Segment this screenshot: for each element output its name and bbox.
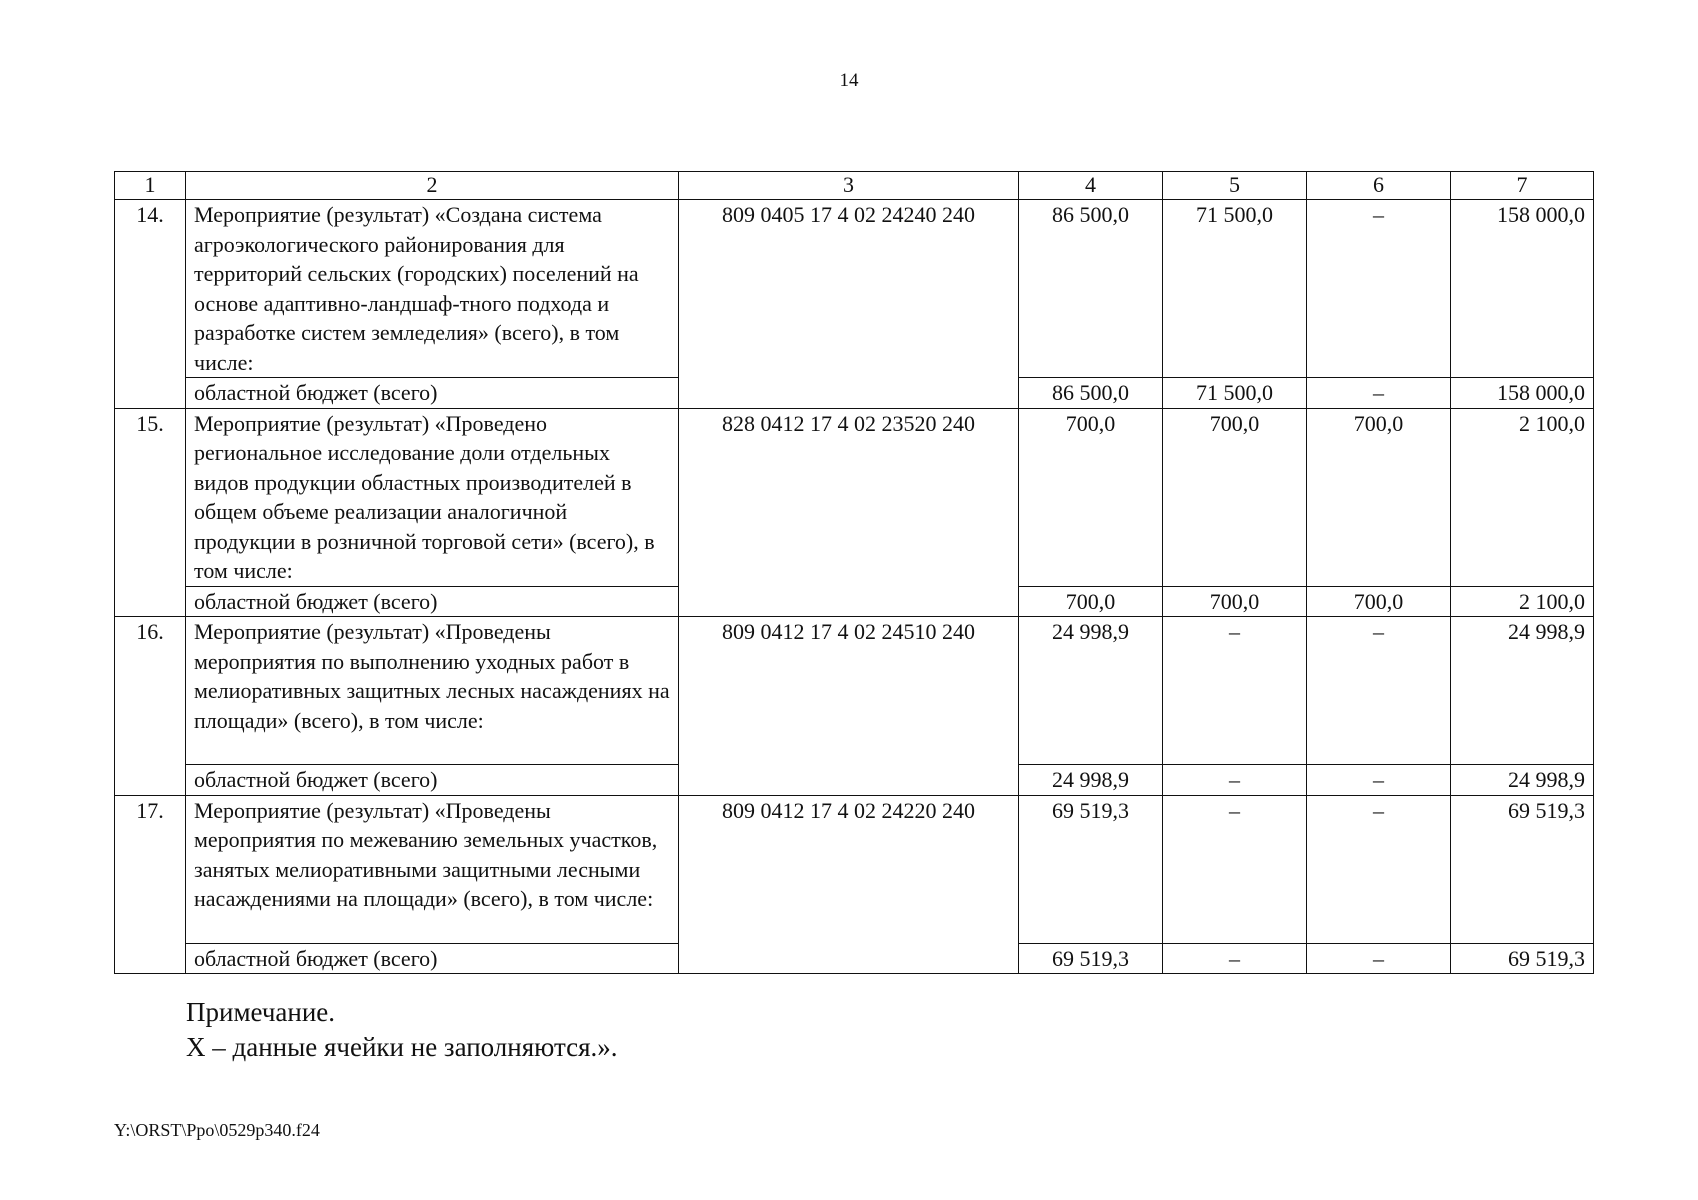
row-number: 14. — [115, 200, 186, 409]
row-description: Мероприятие (результат) «Проведено региональное исследование доли отдельных видов продукции областных производителей в общем объеме реализации аналогичной продукции в розничной торговой сети» (всего), в том числе: — [186, 408, 679, 586]
value-cell: 700,0 — [1019, 586, 1163, 617]
table-row — [115, 200, 1594, 378]
value-cell: 700,0 — [1163, 586, 1307, 617]
page-number: 14 — [839, 70, 859, 91]
value-cell: – — [1307, 765, 1451, 796]
row-description: Мероприятие (результат) «Проведены мероприятия по межеванию земельных участков, занятых мелиоративными защитными лесными насаждениями на площади» (всего), в том числе: — [186, 795, 679, 943]
note-title: Примечание. — [186, 997, 336, 1027]
value-cell: 24 998,9 — [1019, 617, 1163, 765]
value-cell: 69 519,3 — [1451, 943, 1594, 974]
value-cell: 71 500,0 — [1163, 200, 1307, 378]
value-cell: 24 998,9 — [1451, 765, 1594, 796]
row-number: 16. — [115, 617, 186, 796]
value-cell: – — [1163, 765, 1307, 796]
header-cell: 3 — [679, 172, 1019, 200]
value-cell: – — [1307, 617, 1451, 765]
note-block — [186, 995, 618, 1065]
value-cell: – — [1307, 200, 1451, 378]
value-cell: – — [1307, 943, 1451, 974]
value-cell: 2 100,0 — [1451, 586, 1594, 617]
header-cell: 4 — [1019, 172, 1163, 200]
value-cell: 69 519,3 — [1019, 795, 1163, 943]
value-cell: 69 519,3 — [1019, 943, 1163, 974]
value-cell: 700,0 — [1307, 408, 1451, 586]
value-cell: 158 000,0 — [1451, 378, 1594, 409]
header-cell: 6 — [1307, 172, 1451, 200]
value-cell: 71 500,0 — [1163, 378, 1307, 409]
header-cell: 7 — [1451, 172, 1594, 200]
budget-code: 809 0405 17 4 02 24240 240 — [679, 200, 1019, 409]
table-row — [115, 617, 1594, 765]
note-text: Х – данные ячейки не заполняются.». — [186, 1032, 618, 1062]
value-cell: 24 998,9 — [1019, 765, 1163, 796]
header-cell: 5 — [1163, 172, 1307, 200]
budget-code: 809 0412 17 4 02 24510 240 — [679, 617, 1019, 796]
value-cell: 700,0 — [1019, 408, 1163, 586]
value-cell: 158 000,0 — [1451, 200, 1594, 378]
row-description: Мероприятие (результат) «Проведены мероприятия по выполнению уходных работ в мелиоративных защитных лесных насаждениях на площади» (всего), в том числе: — [186, 617, 679, 765]
value-cell: 700,0 — [1163, 408, 1307, 586]
budget-code: 809 0412 17 4 02 24220 240 — [679, 795, 1019, 974]
header-cell: 1 — [115, 172, 186, 200]
value-cell: 86 500,0 — [1019, 200, 1163, 378]
subrow-label: областной бюджет (всего) — [186, 378, 679, 409]
row-number: 15. — [115, 408, 186, 617]
value-cell: 700,0 — [1307, 586, 1451, 617]
value-cell: 2 100,0 — [1451, 408, 1594, 586]
value-cell: 69 519,3 — [1451, 795, 1594, 943]
row-description: Мероприятие (результат) «Создана система агроэкологического районирования для территорий сельских (городских) поселений на основе адаптивно-ландшаф-тного подхода и разработке систем земледелия» (всего), в том числе: — [186, 200, 679, 378]
subrow-label: областной бюджет (всего) — [186, 943, 679, 974]
subrow-label: областной бюджет (всего) — [186, 765, 679, 796]
table-row — [115, 408, 1594, 586]
subrow-label: областной бюджет (всего) — [186, 586, 679, 617]
budget-table — [114, 171, 1594, 974]
value-cell: 86 500,0 — [1019, 378, 1163, 409]
footer-file-path: Y:\ORST\Ppo\0529p340.f24 — [114, 1120, 320, 1140]
value-cell: – — [1307, 378, 1451, 409]
value-cell: – — [1307, 795, 1451, 943]
table-header-row — [115, 172, 1594, 200]
table-row — [115, 795, 1594, 943]
value-cell: – — [1163, 943, 1307, 974]
header-cell: 2 — [186, 172, 679, 200]
row-number: 17. — [115, 795, 186, 974]
value-cell: – — [1163, 617, 1307, 765]
budget-code: 828 0412 17 4 02 23520 240 — [679, 408, 1019, 617]
value-cell: 24 998,9 — [1451, 617, 1594, 765]
value-cell: – — [1163, 795, 1307, 943]
